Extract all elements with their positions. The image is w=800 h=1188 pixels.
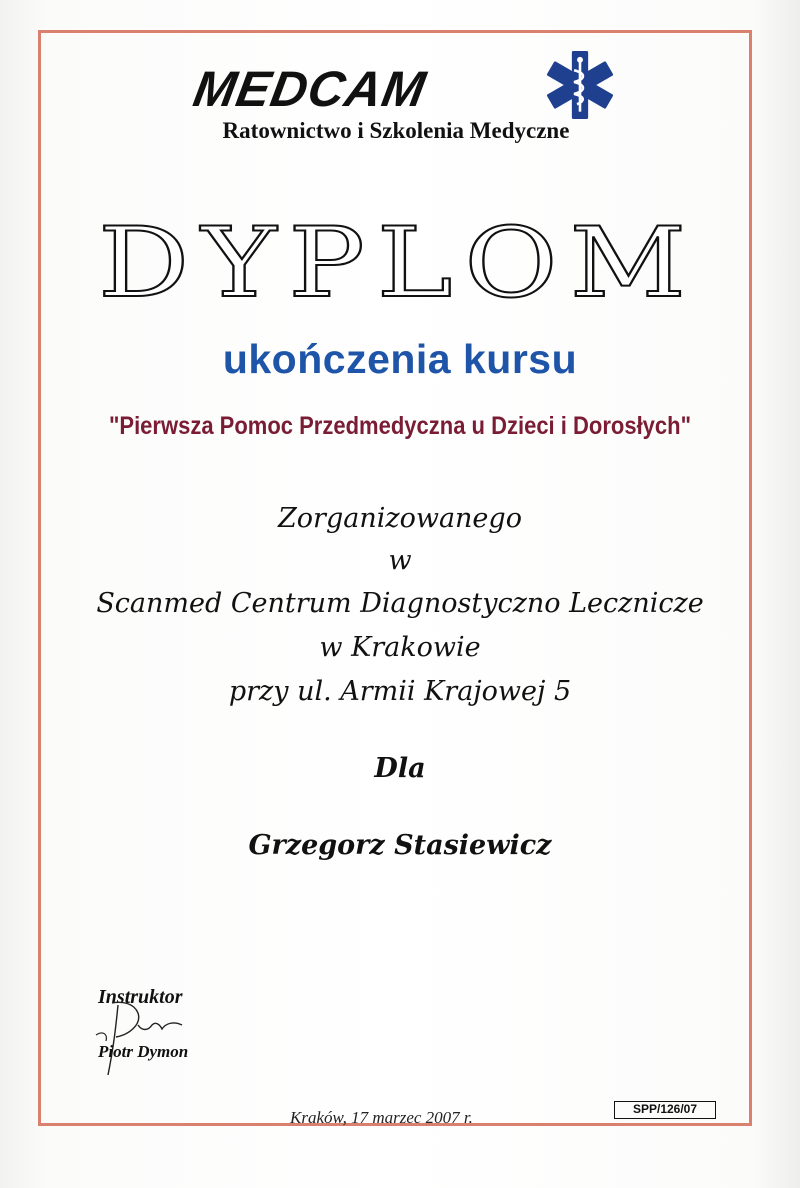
recipient-name: Grzegorz Stasiewicz — [248, 830, 552, 861]
course-name: "Pierwsza Pomoc Przedmedyczna u Dzieci i Dorosłych" — [108, 412, 692, 440]
star-of-life-icon — [543, 48, 617, 122]
instructor-name: Piotr Dymon — [98, 1042, 189, 1061]
logo-brand: MEDCAM — [189, 61, 431, 117]
diploma-title — [88, 216, 708, 308]
place-and-date: Kraków, 17 marzec 2007 r. — [290, 1108, 473, 1127]
body-line-address: przy ul. Armii Krajowej 5 — [228, 676, 572, 707]
document-number: SPP/126/07 — [614, 1101, 716, 1119]
body-line-city: w Krakowie — [319, 632, 481, 663]
body-line-organized: Zorganizowanego — [278, 503, 522, 534]
body-line-in: w — [388, 545, 412, 576]
body-line-institution: Scanmed Centrum Diagnostyczno Lecznicze — [96, 588, 704, 619]
diploma-subtitle: ukończenia kursu — [222, 336, 578, 382]
instructor-signature — [82, 995, 192, 1081]
title-text: DYPLOM — [98, 216, 698, 308]
company-tagline: Ratownictwo i Szkolenia Medyczne — [222, 118, 570, 143]
diploma-border — [38, 30, 752, 1126]
recipient-intro: Dla — [374, 753, 426, 784]
instructor-label: Instruktor — [98, 986, 183, 1008]
